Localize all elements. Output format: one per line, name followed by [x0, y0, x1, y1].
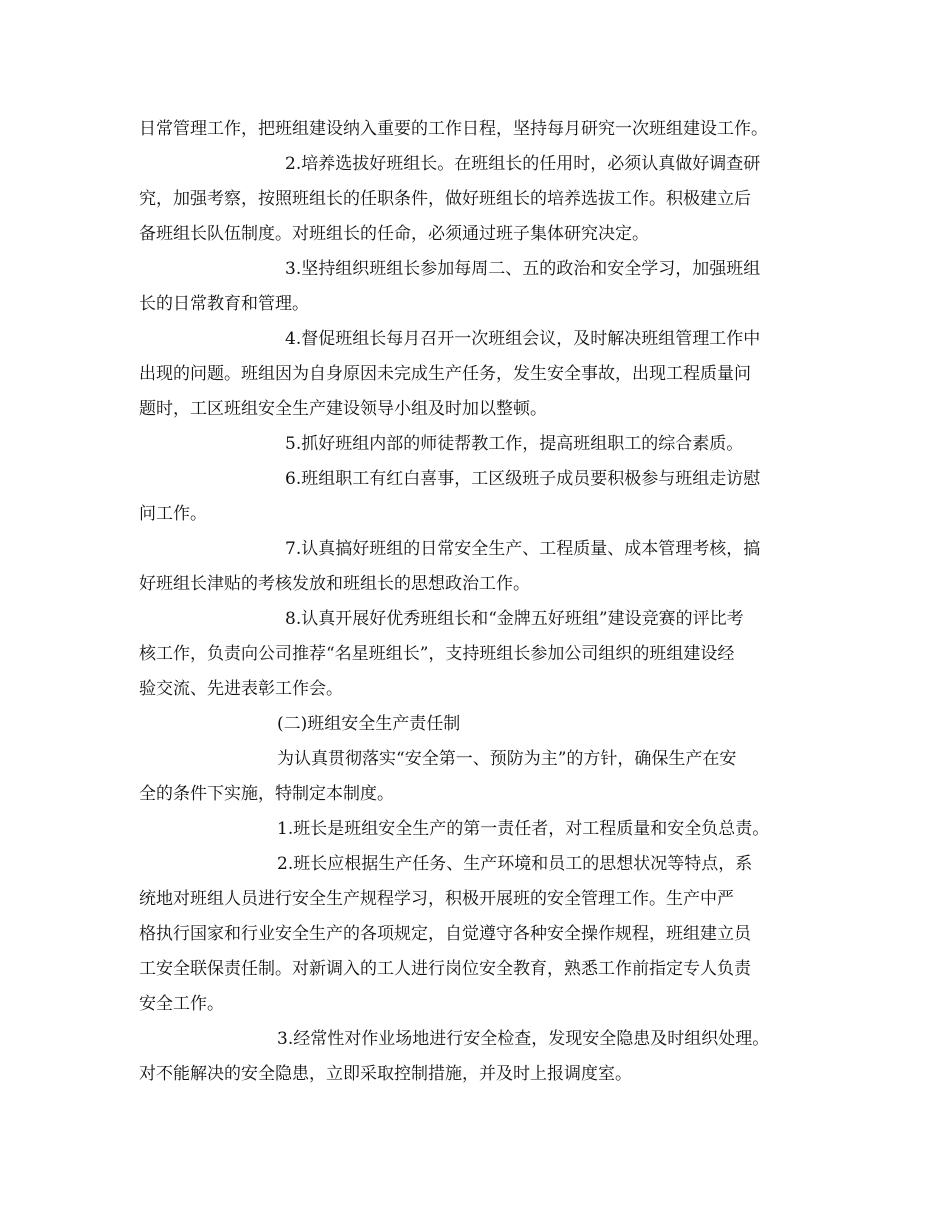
text-line: 出现的问题。班组因为自身原因未完成生产任务，发生安全事故，出现工程质量问: [139, 364, 751, 384]
text-line: 7.认真搞好班组的日常安全生产、工程质量、成本管理考核，搞: [285, 539, 761, 559]
text-line: 核工作，负责向公司推荐“名星班组长”，支持班组长参加公司组织的班组建设经: [139, 644, 735, 664]
text-line: 6.班组职工有红白喜事，工区级班子成员要积极参与班组走访慰: [285, 469, 761, 489]
text-line: 5.抓好班组内部的师徒帮教工作，提高班组职工的综合素质。: [285, 434, 744, 454]
text-line: 工安全联保责任制。对新调入的工人进行岗位安全教育，熟悉工作前指定专人负责: [139, 959, 751, 979]
section-heading: (二)班组安全生产责任制: [277, 714, 461, 734]
text-line: 长的日常教育和管理。: [139, 294, 309, 314]
text-line: 日常管理工作，把班组建设纳入重要的工作日程，坚持每月研究一次班组建设工作。: [139, 119, 768, 139]
text-line: 格执行国家和行业安全生产的各项规定，自觉遵守各种安全操作规程，班组建立员: [139, 924, 751, 944]
text-line: 究，加强考察，按照班组长的任职条件，做好班组长的培养选拔工作。积极建立后: [139, 189, 751, 209]
text-line: 问工作。: [139, 504, 207, 524]
text-line: 好班组长津贴的考核发放和班组长的思想政治工作。: [139, 574, 530, 594]
text-line: 统地对班组人员进行安全生产规程学习，积极开展班的安全管理工作。生产中严: [139, 889, 734, 909]
text-line: 3.经常性对作业场地进行安全检查，发现安全隐患及时组织处理。: [277, 1029, 770, 1049]
text-line: 全的条件下实施，特制定本制度。: [139, 784, 394, 804]
text-line: 3.坚持组织班组长参加每周二、五的政治和安全学习，加强班组: [285, 259, 761, 279]
text-line: 安全工作。: [139, 994, 224, 1014]
text-line: 8.认真开展好优秀班组长和“金牌五好班组”建设竞赛的评比考: [285, 609, 744, 629]
text-line: 1.班长是班组安全生产的第一责任者，对工程质量和安全负总责。: [277, 819, 770, 839]
text-line: 题时，工区班组安全生产建设领导小组及时加以整顿。: [139, 399, 547, 419]
text-line: 对不能解决的安全隐患，立即采取控制措施，并及时上报调度室。: [139, 1064, 632, 1084]
text-line: 验交流、先进表彰工作会。: [139, 679, 343, 699]
text-line: 4.督促班组长每月召开一次班组会议，及时解决班组管理工作中: [285, 329, 761, 349]
text-line: 2.班长应根据生产任务、生产环境和员工的思想状况等特点，系: [277, 854, 753, 874]
text-line: 为认真贯彻落实“安全第一、预防为主”的方针，确保生产在安: [277, 749, 737, 769]
text-line: 2.培养选拔好班组长。在班组长的任用时，必须认真做好调查研: [285, 154, 761, 174]
text-line: 备班组长队伍制度。对班组长的任命，必须通过班子集体研究决定。: [139, 224, 649, 244]
